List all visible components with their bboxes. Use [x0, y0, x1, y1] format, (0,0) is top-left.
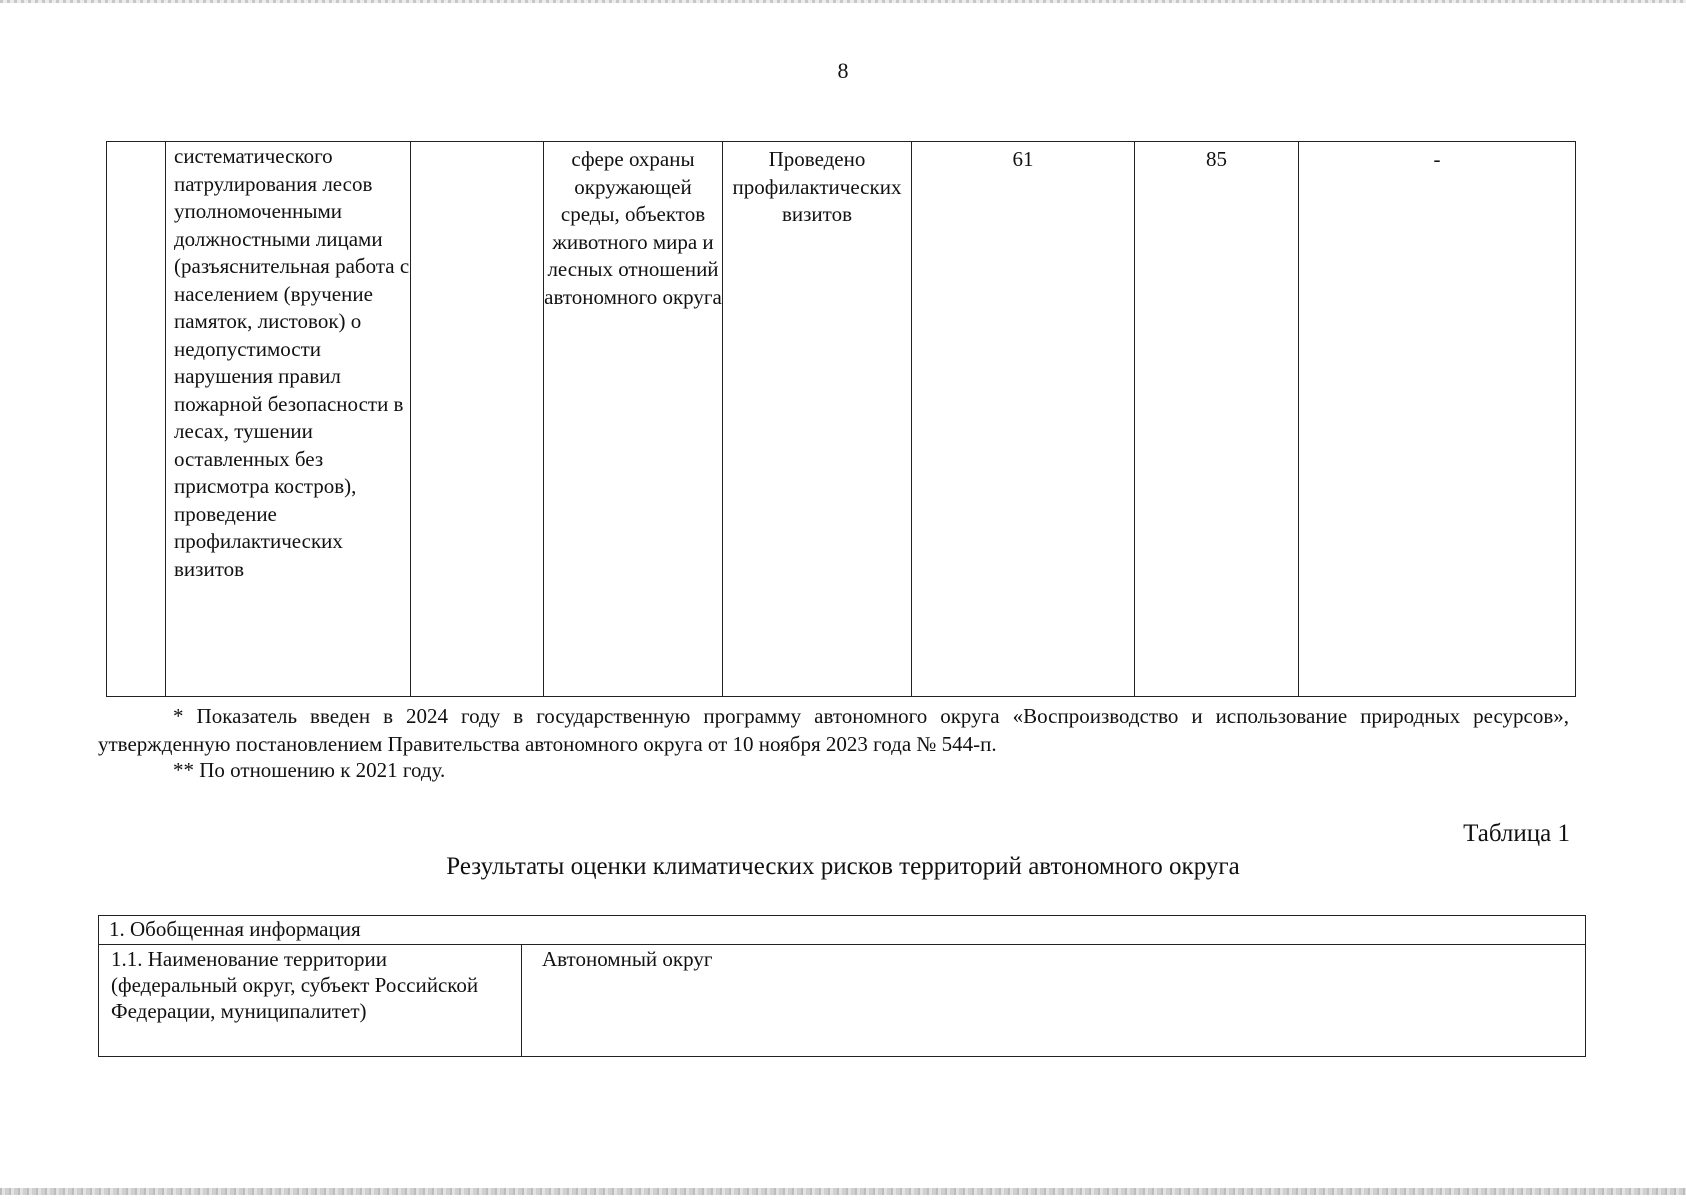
continued-table — [106, 141, 1576, 697]
table-section-row — [99, 916, 1586, 945]
territory-name-value: Автономный округ — [522, 945, 1586, 1057]
table-cell-number — [107, 142, 166, 697]
scan-edge-top — [0, 0, 1686, 3]
table-label: Таблица 1 — [1463, 820, 1570, 847]
scan-edge-bottom — [0, 1188, 1686, 1195]
footnote-2: ** По отношению к 2021 году. — [173, 758, 446, 782]
territory-name-label: 1.1. Наименование территории (федеральный округ, субъект Российской Федерации, муниципалитет) — [99, 945, 522, 1057]
table-cell-value-1: 61 — [912, 142, 1135, 697]
table-cell-empty — [411, 142, 544, 697]
table-cell-value-2: 85 — [1135, 142, 1299, 697]
table-cell-value-3: - — [1299, 142, 1576, 697]
page-number: 8 — [837, 58, 849, 83]
section-header: 1. Обобщенная информация — [99, 916, 1586, 945]
climate-risk-table — [98, 915, 1586, 1057]
table-cell-indicator: Проведено профилактических визитов — [723, 142, 912, 697]
table-row — [107, 142, 1576, 697]
table-title: Результаты оценки климатических рисков территорий автономного округа — [446, 853, 1240, 880]
footnote-1: * Показатель введен в 2024 году в государственную программу автономного округа «Воспроизводство и использование природных ресурсов», утвержденную постановлением Правительства автономного округа от 10 ноября 2023 года № 544-п. — [98, 704, 1569, 756]
table-cell-measure: систематического патрулирования лесов уполномоченными должностными лицами (разъяснительная работа с населением (вручение памяток, листовок) о недопустимости нарушения правил пожарной безопасности в лесах, тушении оставленных без присмотра костров), проведение профилактических визитов — [166, 142, 411, 697]
table-row — [99, 945, 1586, 1057]
table-cell-responsible: сфере охраны окружающей среды, объектов животного мира и лесных отношений автономного округа — [544, 142, 723, 697]
